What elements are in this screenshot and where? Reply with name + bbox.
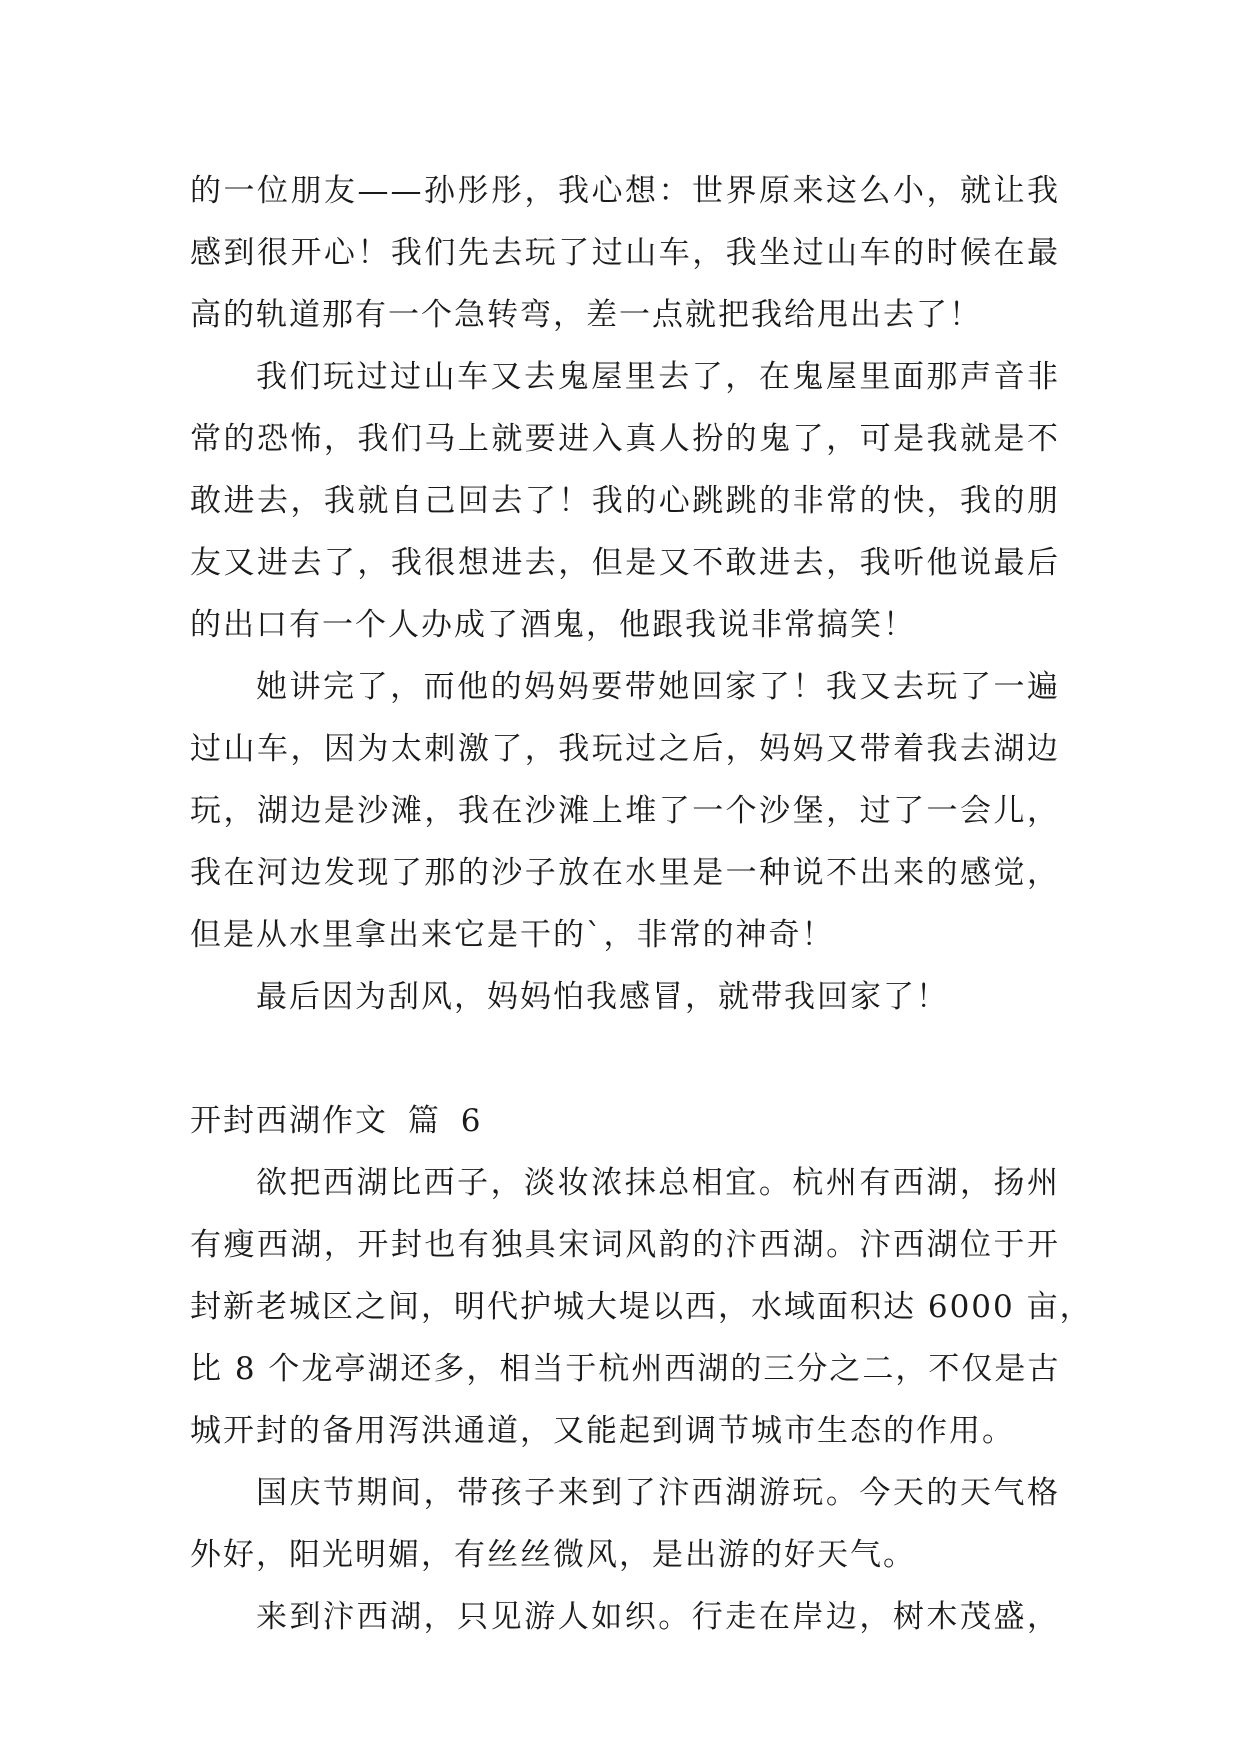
text-line: 外好，阳光明媚，有丝丝微风，是出游的好天气。 xyxy=(190,1537,916,1573)
section-heading: 开封西湖作文 篇 6 xyxy=(190,1103,483,1139)
paragraph-6 xyxy=(190,1462,1060,1586)
section-spacer xyxy=(190,1028,1060,1090)
text-line: 高的轨道那有一个急转弯，差一点就把我给甩出去了！ xyxy=(190,297,982,333)
paragraph-4 xyxy=(190,966,1060,1028)
text-line: 我们玩过过山车又去鬼屋里去了，在鬼屋里面那声音非 xyxy=(256,359,1060,395)
text-line: 比 8 个龙亭湖还多，相当于杭州西湖的三分之二，不仅是古 xyxy=(190,1351,1061,1387)
text-line: 常的恐怖，我们马上就要进入真人扮的鬼了，可是我就是不 xyxy=(190,421,1060,457)
text-line: 我在河边发现了那的沙子放在水里是一种说不出来的感觉， xyxy=(190,855,1060,891)
text-line: 国庆节期间，带孩子来到了汴西湖游玩。今天的天气格 xyxy=(256,1475,1060,1511)
text-line: 来到汴西湖，只见游人如织。行走在岸边，树木茂盛， xyxy=(256,1599,1060,1635)
document-body xyxy=(190,160,1093,1648)
text-line: 欲把西湖比西子，淡妆浓抹总相宜。杭州有西湖，扬州 xyxy=(256,1165,1060,1201)
paragraph-5 xyxy=(190,1152,1093,1462)
text-line: 但是从水里拿出来它是干的`，非常的神奇！ xyxy=(190,917,835,953)
text-line: 她讲完了，而他的妈妈要带她回家了！我又去玩了一遍 xyxy=(256,669,1060,705)
text-line: 最后因为刮风，妈妈怕我感冒，就带我回家了！ xyxy=(256,979,949,1015)
text-line: 友又进去了，我很想进去，但是又不敢进去，我听他说最后 xyxy=(190,545,1060,581)
text-line: 过山车，因为太刺激了，我玩过之后，妈妈又带着我去湖边 xyxy=(190,731,1060,767)
text-line: 封新老城区之间，明代护城大堤以西，水域面积达 6000 亩， xyxy=(190,1289,1093,1325)
paragraph-2 xyxy=(190,346,1060,656)
text-line: 敢进去，我就自己回去了！我的心跳跳的非常的快，我的朋 xyxy=(190,483,1060,519)
text-line: 玩，湖边是沙滩，我在沙滩上堆了一个沙堡，过了一会儿， xyxy=(190,793,1060,829)
text-line: 的一位朋友——孙彤彤，我心想：世界原来这么小，就让我 xyxy=(190,173,1060,209)
text-line: 城开封的备用泻洪通道，又能起到调节城市生态的作用。 xyxy=(190,1413,1015,1449)
text-line: 有瘦西湖，开封也有独具宋词风韵的汴西湖。汴西湖位于开 xyxy=(190,1227,1060,1263)
paragraph-7 xyxy=(190,1586,1060,1648)
text-line: 的出口有一个人办成了酒鬼，他跟我说非常搞笑！ xyxy=(190,607,916,643)
paragraph-1 xyxy=(190,160,1060,346)
paragraph-3 xyxy=(190,656,1060,966)
text-line: 感到很开心！我们先去玩了过山车，我坐过山车的时候在最 xyxy=(190,235,1060,271)
